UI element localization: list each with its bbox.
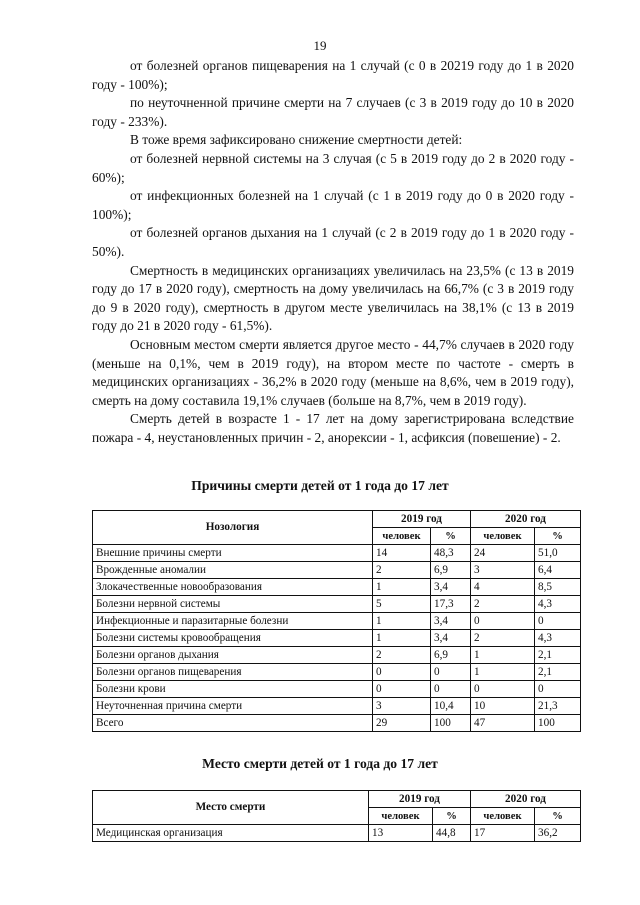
- table-row: [93, 681, 581, 698]
- column-header-year-2020: 2020 год: [471, 791, 581, 808]
- column-header-year-2019: 2019 год: [369, 791, 471, 808]
- column-header-year-2019: 2019 год: [373, 511, 471, 528]
- table-cell: 2,1: [535, 664, 581, 681]
- table-cell: Инфекционные и паразитарные болезни: [93, 613, 373, 630]
- table-cell: 6,9: [431, 647, 471, 664]
- table-cell: 51,0: [535, 545, 581, 562]
- paragraph: В тоже время зафиксировано снижение смертности детей:: [130, 132, 463, 148]
- table-cell: 2: [471, 630, 535, 647]
- table-cell: Неуточненная причина смерти: [93, 698, 373, 715]
- paragraph: Смертность в медицинских организациях увеличилась на 23,5% (с 13 в 2019 году до 17 в 2020 году), смертность на дому увеличилась на 66,7% (с 3 в 2019 году до 9 в 2020 году), смертность в другом месте увеличилась на 38,1% (с 13 в 2019 году до 21 в 2020 году - 61,5%).: [92, 262, 574, 334]
- paragraph: от инфекционных болезней на 1 случай (с 1 в 2019 году до 0 в 2020 году - 100%);: [92, 188, 574, 222]
- table-cell: Врожденные аномалии: [93, 562, 373, 579]
- table-cell: 2: [471, 596, 535, 613]
- table-row: [93, 664, 581, 681]
- paragraph: от болезней органов пищеварения на 1 случай (с 0 в 20219 году до 1 в 2020 году - 100%);: [92, 58, 574, 92]
- table-cell: 3: [471, 562, 535, 579]
- causes-table-title: Причины смерти детей от 1 года до 17 лет: [191, 478, 449, 493]
- table-row: [93, 545, 581, 562]
- column-header-year-2020: 2020 год: [471, 511, 581, 528]
- table-cell: 0: [431, 664, 471, 681]
- table-cell: 1: [471, 647, 535, 664]
- table-cell: Болезни системы кровообращения: [93, 630, 373, 647]
- table-cell: 4: [471, 579, 535, 596]
- table-cell: 21,3: [535, 698, 581, 715]
- paragraph: от болезней нервной системы на 3 случая (с 5 в 2019 году до 2 в 2020 году - 60%);: [92, 150, 574, 185]
- table-cell: 1: [471, 664, 535, 681]
- table-cell: 17: [471, 825, 535, 842]
- table-row-total: [93, 715, 581, 732]
- table-cell: 0: [431, 681, 471, 698]
- table-cell: 1: [373, 579, 431, 596]
- table-cell: 17,3: [431, 596, 471, 613]
- table-row: [93, 647, 581, 664]
- column-header-people: человек: [471, 808, 535, 825]
- column-header-people: человек: [373, 528, 431, 545]
- table-cell: 0: [535, 681, 581, 698]
- table-row: [93, 613, 581, 630]
- table-cell: 6,9: [431, 562, 471, 579]
- table-cell: Всего: [93, 715, 373, 732]
- table-cell: 100: [535, 715, 581, 732]
- table-cell: 44,8: [433, 825, 471, 842]
- table-row: [93, 562, 581, 579]
- paragraph: Смерть детей в возрасте 1 - 17 лет на дому зарегистрирована вследствие пожара - 4, неустановленных причин - 2, анорексии - 1, асфиксия (повешение) - 2.: [92, 411, 574, 445]
- column-header-percent: %: [535, 808, 581, 825]
- table-cell: 10,4: [431, 698, 471, 715]
- page-number: 19: [313, 38, 327, 53]
- table-cell: 14: [373, 545, 431, 562]
- causes-of-death-table: [92, 510, 581, 732]
- table-row: [93, 579, 581, 596]
- table-cell: 0: [471, 613, 535, 630]
- table-cell: 2: [373, 562, 431, 579]
- table-cell: 47: [471, 715, 535, 732]
- table-cell: Болезни органов дыхания: [93, 647, 373, 664]
- table-cell: 4,3: [535, 596, 581, 613]
- table-cell: 3,4: [431, 579, 471, 596]
- table-cell: 3,4: [431, 630, 471, 647]
- table-row: [93, 698, 581, 715]
- place-of-death-table: [92, 790, 581, 842]
- table-cell: 5: [373, 596, 431, 613]
- table-cell: 13: [369, 825, 433, 842]
- table-cell: 2: [373, 647, 431, 664]
- body-text: [92, 57, 574, 447]
- column-header-percent: %: [535, 528, 581, 545]
- table-cell: 36,2: [535, 825, 581, 842]
- paragraph: по неуточненной причине смерти на 7 случаев (с 3 в 2019 году до 10 в 2020 году - 233%).: [92, 95, 574, 129]
- table-cell: Злокачественные новообразования: [93, 579, 373, 596]
- column-header-people: человек: [369, 808, 433, 825]
- table-cell: 0: [471, 681, 535, 698]
- table-cell: 0: [373, 664, 431, 681]
- table-cell: 3: [373, 698, 431, 715]
- table-cell: 0: [373, 681, 431, 698]
- table-cell: 8,5: [535, 579, 581, 596]
- table-cell: 2,1: [535, 647, 581, 664]
- table-cell: Болезни органов пищеварения: [93, 664, 373, 681]
- paragraph: Основным местом смерти является другое место - 44,7% случаев в 2020 году (меньше на 0,1%, чем в 2019 году), на втором месте по частоте - смерть в медицинских организациях - 36,2% в 2020 году (меньше на 8,6%, чем в 2019 году), смерть на дому составила 19,1% случаев (больше на 8,7%, чем в 2019 году).: [92, 336, 574, 408]
- place-table-title: Место смерти детей от 1 года до 17 лет: [202, 756, 438, 771]
- column-header-nosology: Нозология: [93, 511, 373, 545]
- table-cell: 4,3: [535, 630, 581, 647]
- column-header-percent: %: [433, 808, 471, 825]
- table-cell: 3,4: [431, 613, 471, 630]
- table-cell: 10: [471, 698, 535, 715]
- table-cell: Болезни нервной системы: [93, 596, 373, 613]
- table-cell: 24: [471, 545, 535, 562]
- table-cell: 48,3: [431, 545, 471, 562]
- table-cell: 6,4: [535, 562, 581, 579]
- table-cell: Болезни крови: [93, 681, 373, 698]
- table-cell: 0: [535, 613, 581, 630]
- table-row: [93, 630, 581, 647]
- column-header-people: человек: [471, 528, 535, 545]
- column-header-percent: %: [431, 528, 471, 545]
- table-cell: 1: [373, 613, 431, 630]
- column-header-place: Место смерти: [93, 791, 369, 825]
- table-cell: 1: [373, 630, 431, 647]
- table-cell: Внешние причины смерти: [93, 545, 373, 562]
- paragraph: от болезней органов дыхания на 1 случай (с 2 в 2019 году до 1 в 2020 году - 50%).: [92, 225, 574, 259]
- table-row: [93, 825, 581, 842]
- table-cell: Медицинская организация: [93, 825, 369, 842]
- table-row: [93, 596, 581, 613]
- table-cell: 100: [431, 715, 471, 732]
- table-cell: 29: [373, 715, 431, 732]
